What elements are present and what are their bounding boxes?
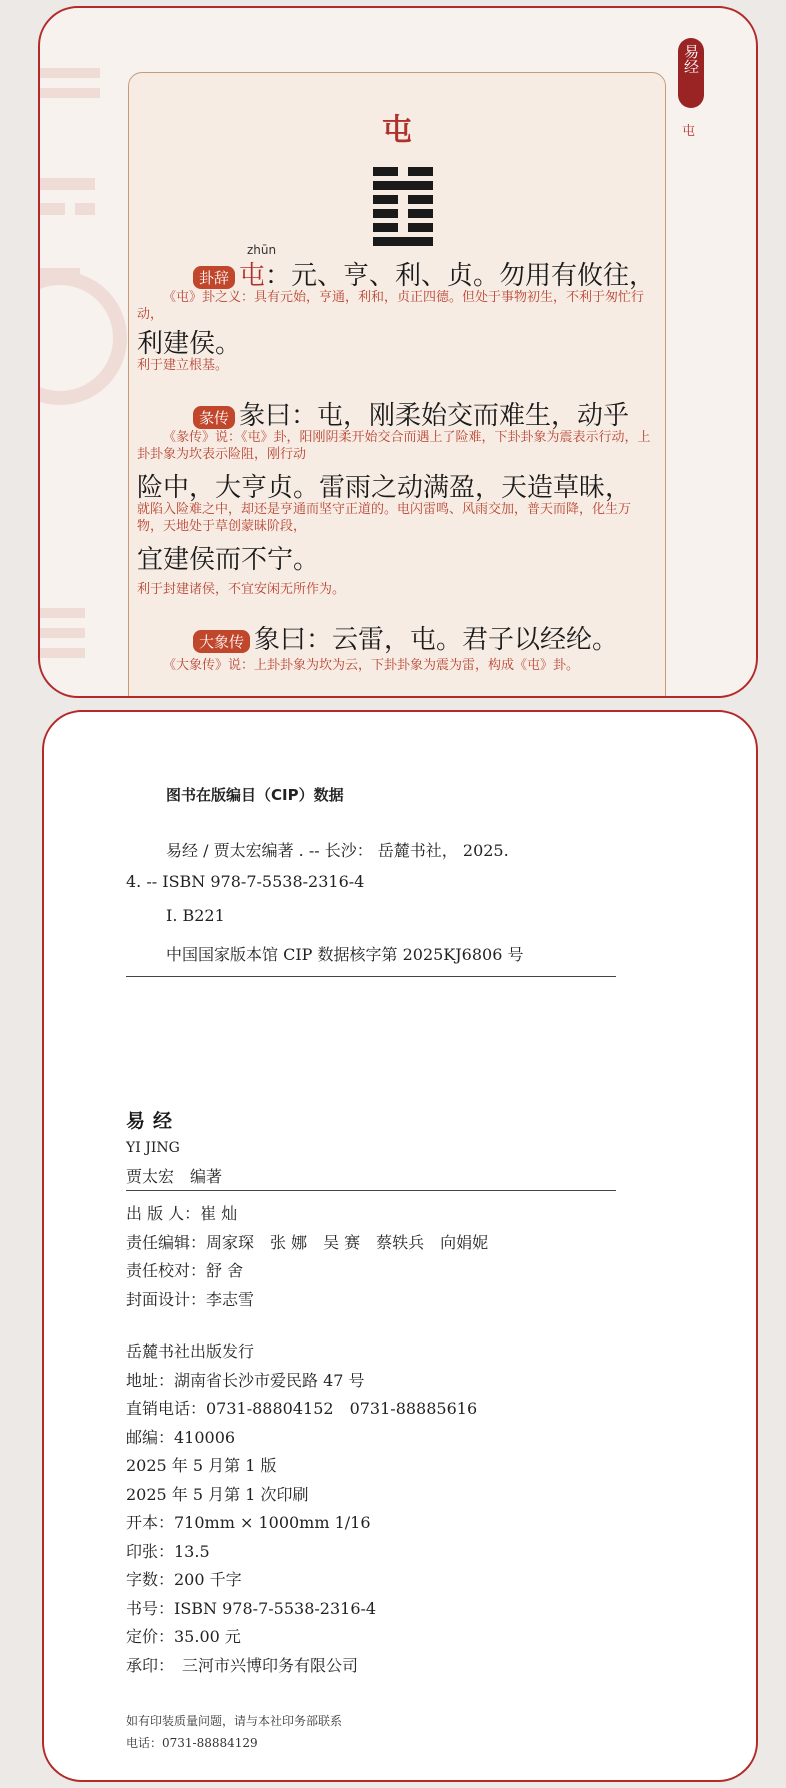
guaci-note-2: 利于建立根基。	[137, 358, 229, 373]
line-segment	[408, 195, 433, 204]
yin-line	[373, 209, 433, 218]
guaci-line-1-text: ：元、亨、利、贞。勿用有攸往，	[265, 261, 656, 291]
info-line: 地址：湖南省长沙市爱民路 47 号	[126, 1370, 365, 1390]
guaci-line-2: 利建侯。	[137, 329, 242, 359]
line-segment	[373, 167, 398, 176]
cip-title: 图书在版编目（CIP）数据	[166, 786, 344, 804]
info-line: 岳麓书社出版发行	[126, 1342, 255, 1361]
pinyin-annotation: zhūn	[247, 243, 277, 257]
line-segment	[408, 223, 433, 232]
guaci-char: 屯	[239, 261, 266, 291]
book-title-pinyin: YI JING	[126, 1140, 180, 1156]
footer-line: 如有印装质量问题，请与本社印务部联系	[126, 1714, 343, 1728]
info-line: 定价：35.00 元	[126, 1627, 241, 1646]
yang-line	[373, 181, 433, 190]
tuanzhuan-note-2: 就陷入险难之中，却还是亨通而坚守正道的。电闪雷鸣、风雨交加，普天而降，化生万物，天地处于草创蒙昧阶段，	[137, 502, 632, 534]
staff-item: 责任编辑：周家琛 张 娜 吴 赛 蔡轶兵 向娟妮	[126, 1232, 489, 1252]
yin-line	[373, 223, 433, 232]
book-author: 贾太宏 编著	[126, 1167, 223, 1186]
info-line: 字数：200 千字	[126, 1570, 242, 1589]
copyright-page	[42, 710, 758, 1782]
info-line: 书号：ISBN 978-7-5538-2316-4	[126, 1598, 377, 1618]
tag-daxiang: 大象传	[193, 630, 250, 653]
line-segment	[373, 195, 398, 204]
cip-line-3: Ⅰ. B221	[166, 906, 225, 925]
divider-line	[126, 1190, 616, 1191]
side-tab-sub: 屯	[682, 124, 696, 139]
divider-line	[126, 976, 616, 977]
info-line: 邮编：410006	[126, 1427, 236, 1447]
daxiang-note-1: 《大象传》说：上卦卦象为坎为云，下卦卦象为震为雷，构成《屯》卦。	[163, 658, 580, 673]
cip-line-1: 易经 / 贾太宏编著 . -- 长沙： 岳麓书社， 2025.	[166, 841, 509, 860]
tag-tuanzhuan: 彖传	[193, 406, 235, 429]
staff-list	[126, 1200, 488, 1314]
cip-line-2: 4. -- ISBN 978-7-5538-2316-4	[126, 872, 365, 891]
footer-line: 电话：0731-88884129	[126, 1736, 258, 1750]
line-segment	[373, 209, 398, 218]
daxiang-line-1	[193, 619, 657, 656]
yin-line	[373, 167, 433, 176]
info-line: 2025 年 5 月第 1 版	[126, 1456, 277, 1475]
footer-note	[126, 1710, 342, 1754]
line-segment	[373, 223, 398, 232]
line-segment	[373, 181, 433, 190]
tuanzhuan-line-1	[193, 395, 657, 432]
line-segment	[373, 237, 433, 246]
info-line: 2025 年 5 月第 1 次印刷	[126, 1484, 309, 1504]
daxiang-line-1-text: 象曰：云雷，屯。君子以经纶。	[254, 625, 619, 655]
yin-line	[373, 195, 433, 204]
guaci-line-1	[193, 255, 657, 292]
tuanzhuan-line-2: 险中，大亨贞。雷雨之动满盈，天造草昧，	[137, 473, 632, 503]
yang-line	[373, 237, 433, 246]
staff-item: 出 版 人：崔 灿	[126, 1204, 238, 1223]
info-line: 开本：710mm × 1000mm 1/16	[126, 1513, 371, 1532]
cip-line-4: 中国国家版本馆 CIP 数据核字第 2025KJ6806 号	[166, 945, 524, 964]
hexagram-symbol	[373, 167, 433, 251]
line-segment	[408, 167, 433, 176]
staff-item: 封面设计：李志雪	[126, 1289, 255, 1309]
info-line: 承印： 三河市兴博印务有限公司	[126, 1655, 359, 1675]
staff-item: 责任校对：舒 舍	[126, 1261, 244, 1280]
guaci-note-1: 《屯》卦之义：具有元始，亨通，利和，贞正四德。但处于事物初生，不利于匆忙行动，	[137, 290, 645, 322]
book-interior-preview	[38, 6, 758, 698]
text-panel	[128, 72, 666, 698]
side-tab-yijing: 易经	[678, 38, 704, 108]
tuanzhuan-line-3: 宜建侯而不宁。	[137, 545, 320, 575]
info-line: 直销电话：0731-88804152 0731-88885616	[126, 1399, 478, 1418]
tuanzhuan-note-3: 利于封建诸侯，不宜安闲无所作为。	[137, 582, 346, 597]
tag-guaci: 卦辞	[193, 266, 235, 289]
publisher-info	[126, 1338, 477, 1680]
tuanzhuan-line-1-text: 彖曰：屯，刚柔始交而难生，动乎	[239, 401, 630, 431]
hexagram-title: 屯	[382, 113, 412, 148]
book-title: 易经	[126, 1110, 181, 1132]
line-segment	[408, 209, 433, 218]
tuanzhuan-note-1: 《彖传》说：《屯》卦，阳刚阴柔开始交合而遇上了险难，下卦卦象为震表示行动，上卦卦象为坎表示险阻，刚行动	[137, 430, 651, 462]
info-line: 印张：13.5	[126, 1541, 210, 1561]
